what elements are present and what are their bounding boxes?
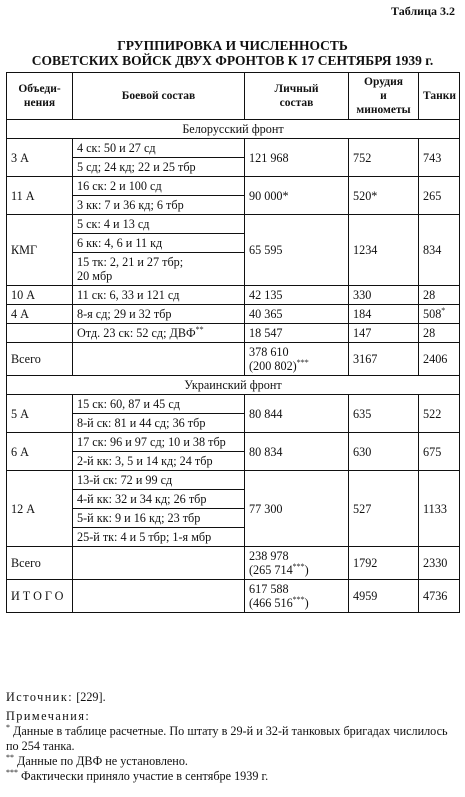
personnel-cell: 80 844	[245, 395, 349, 433]
table-row	[7, 324, 460, 343]
section-belarus-front: Белорусский фронт	[7, 120, 460, 139]
unit-cell: 5 А	[7, 395, 73, 433]
personnel-cell: 617 588 (466 516***)	[245, 580, 349, 613]
composition-cell: 11 ск: 6, 33 и 121 сд	[73, 286, 245, 305]
note-1: * Данные в таблице расчетные. По штату в 29-й и 32-й танковых бригадах числилось по 254 танка.	[6, 722, 448, 753]
unit-cell: 6 А	[7, 433, 73, 471]
composition-cell: 4 ск: 50 и 27 сд	[73, 139, 245, 158]
tanks-cell: 2406	[419, 343, 460, 376]
table-row	[7, 139, 460, 158]
header-personnel: Личный состав	[245, 73, 349, 120]
table-row	[7, 395, 460, 414]
composition-cell: 16 ск: 2 и 100 сд	[73, 177, 245, 196]
tanks-cell: 834	[419, 215, 460, 286]
notes-heading: Примечания:	[6, 709, 91, 723]
unit-cell	[7, 324, 73, 343]
title-line-2: СОВЕТСКИХ ВОЙСК ДВУХ ФРОНТОВ К 17 СЕНТЯБРЯ 1939 г.	[31, 53, 434, 68]
tanks-cell: 4736	[419, 580, 460, 613]
composition-cell: 3 кк: 7 и 36 кд; 6 тбр	[73, 196, 245, 215]
personnel-cell: 378 610 (200 802)***	[245, 343, 349, 376]
composition-cell: 8-я сд; 29 и 32 тбр	[73, 305, 245, 324]
guns-cell: 1234	[349, 215, 419, 286]
unit-cell: Всего	[7, 343, 73, 376]
title-line-1: ГРУППИРОВКА И ЧИСЛЕННОСТЬ	[117, 38, 348, 53]
personnel-cell: 18 547	[245, 324, 349, 343]
tanks-cell: 508*	[419, 305, 460, 324]
composition-cell	[73, 343, 245, 376]
table-row	[7, 305, 460, 324]
composition-cell: 8-й ск: 81 и 44 сд; 36 тбр	[73, 414, 245, 433]
personnel-cell: 40 365	[245, 305, 349, 324]
table-row	[7, 215, 460, 234]
tanks-cell: 522	[419, 395, 460, 433]
unit-cell: 11 А	[7, 177, 73, 215]
section-ukraine-front: Украинский фронт	[7, 376, 460, 395]
source-line: Источник: [229].	[6, 690, 106, 704]
guns-cell: 3167	[349, 343, 419, 376]
forces-table	[6, 72, 460, 613]
composition-cell: 15 ск: 60, 87 и 45 сд	[73, 395, 245, 414]
table-row	[7, 286, 460, 305]
tanks-cell: 28	[419, 324, 460, 343]
tanks-cell: 28	[419, 286, 460, 305]
guns-cell: 630	[349, 433, 419, 471]
total-row	[7, 343, 460, 376]
personnel-cell: 42 135	[245, 286, 349, 305]
table-row	[7, 177, 460, 196]
guns-cell: 147	[349, 324, 419, 343]
unit-cell: ИТОГО	[7, 580, 73, 613]
guns-cell: 184	[349, 305, 419, 324]
table-number-label: Таблица 3.2	[391, 4, 455, 18]
header-unit: Объеди- нения	[7, 73, 73, 120]
table-title	[0, 38, 465, 68]
composition-cell: 15 тк: 2, 21 и 27 тбр; 20 мбр	[73, 253, 245, 286]
composition-cell: 4-й кк: 32 и 34 кд; 26 тбр	[73, 490, 245, 509]
personnel-cell: 90 000*	[245, 177, 349, 215]
personnel-cell: 65 595	[245, 215, 349, 286]
header-guns: Орудия и минометы	[349, 73, 419, 120]
personnel-cell: 80 834	[245, 433, 349, 471]
unit-cell: Всего	[7, 547, 73, 580]
unit-cell: КМГ	[7, 215, 73, 286]
personnel-cell: 77 300	[245, 471, 349, 547]
composition-cell: 2-й кк: 3, 5 и 14 кд; 24 тбр	[73, 452, 245, 471]
composition-cell: 13-й ск: 72 и 99 сд	[73, 471, 245, 490]
unit-cell: 12 А	[7, 471, 73, 547]
composition-cell	[73, 547, 245, 580]
composition-cell: 5 ск: 4 и 13 сд	[73, 215, 245, 234]
guns-cell: 330	[349, 286, 419, 305]
note-2: ** Данные по ДВФ не установлено.	[6, 752, 188, 768]
table-row	[7, 433, 460, 452]
tanks-cell: 2330	[419, 547, 460, 580]
guns-cell: 4959	[349, 580, 419, 613]
composition-cell: Отд. 23 ск: 52 сд; ДВФ**	[73, 324, 245, 343]
tanks-cell: 675	[419, 433, 460, 471]
personnel-cell: 238 978 (265 714***)	[245, 547, 349, 580]
table-row	[7, 471, 460, 490]
header-tanks: Танки	[419, 73, 460, 120]
table-notes	[6, 690, 461, 784]
guns-cell: 635	[349, 395, 419, 433]
personnel-cell: 121 968	[245, 139, 349, 177]
header-composition: Боевой состав	[73, 73, 245, 120]
composition-cell: 5 сд; 24 кд; 22 и 25 тбр	[73, 158, 245, 177]
tanks-cell: 1133	[419, 471, 460, 547]
note-3: *** Фактически приняло участие в сентябре 1939 г.	[6, 767, 269, 783]
guns-cell: 1792	[349, 547, 419, 580]
composition-cell: 25-й тк: 4 и 5 тбр; 1-я мбр	[73, 528, 245, 547]
composition-cell: 17 ск: 96 и 97 сд; 10 и 38 тбр	[73, 433, 245, 452]
grand-total-row	[7, 580, 460, 613]
guns-cell: 752	[349, 139, 419, 177]
composition-cell: 6 кк: 4, 6 и 11 кд	[73, 234, 245, 253]
header-row	[7, 73, 460, 120]
tanks-cell: 743	[419, 139, 460, 177]
total-row	[7, 547, 460, 580]
unit-cell: 10 А	[7, 286, 73, 305]
composition-cell	[73, 580, 245, 613]
unit-cell: 4 А	[7, 305, 73, 324]
unit-cell: 3 А	[7, 139, 73, 177]
composition-cell: 5-й кк: 9 и 16 кд; 23 тбр	[73, 509, 245, 528]
guns-cell: 520*	[349, 177, 419, 215]
tanks-cell: 265	[419, 177, 460, 215]
guns-cell: 527	[349, 471, 419, 547]
